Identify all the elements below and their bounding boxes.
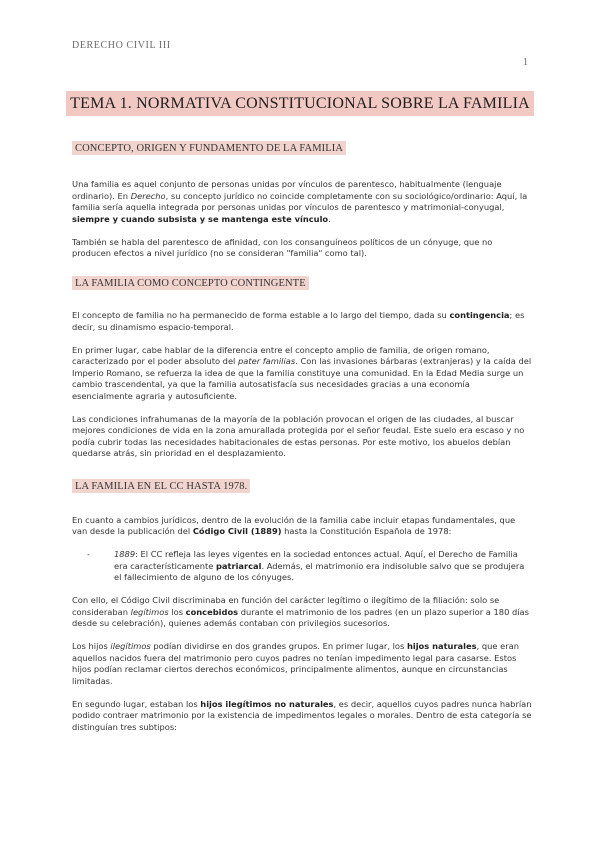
list-item-1889	[87, 549, 532, 584]
text-run: En cuanto a cambios jurídicos, dentro de la evolución de la familia cabe incluir etapas fundamentales, que van desde la publicación del	[72, 514, 516, 536]
bold-run: siempre y cuando subsista y se mantenga este vínculo	[72, 213, 329, 224]
bold-run: Código Civil (1889)	[192, 526, 282, 536]
section-heading-contingente: LA FAMILIA COMO CONCEPTO CONTINGENTE	[72, 276, 309, 290]
emphasis-run: Derecho	[130, 190, 166, 201]
paragraph-cc-2	[72, 595, 532, 630]
paragraph-contingente-2	[72, 345, 532, 403]
text-run: En segundo lugar, estaban los	[72, 698, 201, 709]
list-dash: -	[87, 549, 90, 559]
text-run: , que eran aquellos nacidos fuera del matrimonio pero cuyos padres no tenían impedimento legal para casarse. Estos hijos podían reclamar ciertos derechos económicos, principalmente alimentos, aunque en circunstancias limitadas.	[72, 641, 519, 686]
text-run: hasta la Constitución Española de 1978:	[281, 526, 452, 536]
emphasis-run: ilegítimos	[110, 641, 151, 651]
text-run: Los hijos	[72, 641, 111, 651]
text-run: : El CC refleja las leyes vigentes en la sociedad entonces actual. Aquí, el Derecho de Familia era característicamente	[114, 549, 518, 571]
text-run: ; es decir, su dinamismo espacio-temporal.	[72, 310, 525, 332]
emphasis-run: legítimos	[130, 606, 169, 617]
text-run: .	[328, 213, 331, 224]
paragraph-contingente-3: Las condiciones infrahumanas de la mayoría de la población provocan el origen de las ciudades, al buscar mejores condiciones de vida en la zona amurallada protegida por el señor feudal. Este suelo era escaso y no podía cubrir todas las necesidades habitacionales de estas personas. Por este motivo, los abuelos debían quedarse atrás, sin prioridad en el desplazamiento.	[72, 413, 525, 458]
section-heading-concepto-block	[72, 136, 532, 155]
section-heading-cc-block	[72, 474, 532, 493]
emphasis-run: 1889	[114, 549, 136, 559]
text-run: . Con las invasiones bárbaras (extranjeras) y la caída del Imperio Romano, se refuerza la idea de que la familia constituye una comunidad. En la Edad Media surge un cambio trascendental, ya que la familia autosatisfacía sus necesidades gracias a una economía esencialmente agraria y autosuficiente.	[72, 356, 532, 401]
bold-run: hijos naturales	[406, 641, 477, 651]
paragraph-cc-1	[72, 515, 532, 538]
bold-run: contingencia	[449, 310, 510, 320]
paragraph-concepto-2: También se habla del parentesco de afinidad, con los consanguíneos políticos de un cónyuge, que no producen efectos a nivel jurídico (no se consideran "familia" como tal).	[72, 236, 493, 258]
text-run: , su concepto jurídico no coincide completamente con su sociológico/ordinario: Aquí, la familia sería aquella integrada por personas unidas por vínculos de parentesco y matrimonial-conyugal,	[72, 190, 528, 212]
text-run: Con ello, el Código Civil discriminaba en función del carácter legítimo o ilegítimo de la filiación: solo se consideraban	[72, 595, 500, 617]
text-run: , es decir, aquellos cuyos padres nunca habrían podido contraer matrimonio por la existencia de impedimentos legales o morales. Dentro de esta categoría se distinguían tres subtipos:	[72, 698, 532, 732]
text-run: los	[168, 606, 186, 617]
page-number: 1	[523, 57, 528, 68]
paragraph-concepto-1	[72, 179, 532, 225]
paragraph-cc-3	[72, 641, 532, 687]
emphasis-run: pater familias	[238, 356, 296, 366]
title-wrapper	[0, 91, 600, 116]
document-title: TEMA 1. NORMATIVA CONSTITUCIONAL SOBRE LA FAMILIA	[66, 91, 534, 116]
bold-run: concebidos	[185, 606, 239, 617]
text-run: . Además, el matrimonio era indisoluble salvo que se produjera el fallecimiento de alguno de los cónyuges.	[114, 560, 525, 582]
section-heading-concepto: CONCEPTO, ORIGEN Y FUNDAMENTO DE LA FAMILIA	[72, 141, 346, 155]
text-run: durante el matrimonio de los padres (en un plazo superior a 180 días desde su celebración), quienes además contaban con privilegios sucesorios.	[72, 606, 529, 628]
text-run: En primer lugar, cabe hablar de la diferencia entre el concepto amplio de familia, de origen romano, caracterizado por el poder absoluto del	[72, 344, 490, 366]
bold-run: hijos ilegítimos no naturales	[200, 698, 334, 709]
paragraph-cc-4	[72, 699, 532, 734]
paragraph-contingente-1	[72, 310, 532, 333]
bold-run: patriarcal	[215, 560, 262, 571]
section-heading-cc: LA FAMILIA EN EL CC HASTA 1978.	[72, 479, 250, 493]
text-run: Una familia es aquel conjunto de personas unidas por vínculos de parentesco, habitualmente (lenguaje ordinario). En	[72, 179, 502, 201]
text-run: El concepto de familia no ha permanecido de forma estable a lo largo del tiempo, dada su	[72, 310, 450, 320]
document-body	[72, 136, 532, 733]
text-run: podían dividirse en dos grandes grupos. En primer lugar, los	[150, 641, 407, 651]
section-heading-contingente-block	[72, 271, 532, 290]
running-header: DERECHO CIVIL III	[72, 40, 171, 51]
